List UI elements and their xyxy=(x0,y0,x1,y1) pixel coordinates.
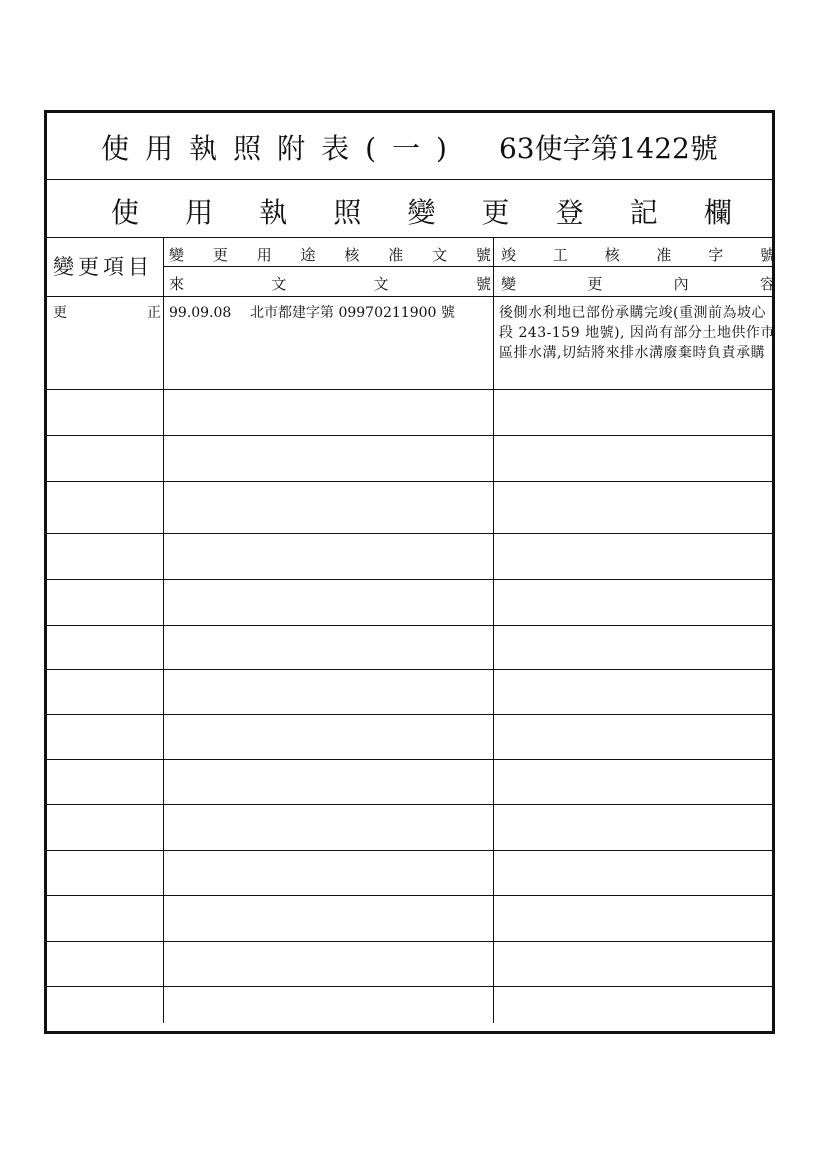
row-divider xyxy=(47,850,772,851)
license-form-frame xyxy=(44,110,775,1034)
entry-item-right: 正 xyxy=(147,305,161,321)
column-header-change-content xyxy=(501,273,775,294)
header-char: 變 xyxy=(169,246,185,264)
row-divider xyxy=(47,759,772,760)
header-mid-divider xyxy=(163,266,772,267)
header-char: 用 xyxy=(256,246,272,264)
header-char: 竣 xyxy=(501,246,517,264)
row-divider xyxy=(47,533,772,534)
header-char: 准 xyxy=(388,246,404,264)
row-divider xyxy=(47,389,772,390)
subtitle-char: 使 xyxy=(111,196,140,229)
column-header-approval-doc xyxy=(169,244,491,265)
header-char: 准 xyxy=(656,246,672,264)
license-number: 63使字第1422號 xyxy=(498,132,718,165)
column-divider-2 xyxy=(493,237,494,1023)
row-divider xyxy=(47,669,772,670)
row-divider xyxy=(47,625,772,626)
header-bottom-divider xyxy=(47,296,772,297)
column-divider-1 xyxy=(163,237,164,1023)
row-divider xyxy=(47,941,772,942)
row-divider xyxy=(47,895,772,896)
header-char: 核 xyxy=(344,246,360,264)
header-char: 號 xyxy=(759,246,775,264)
entry-doc-number: 北市都建字第 09970211900 號 xyxy=(250,305,455,321)
header-char: 文 xyxy=(432,246,448,264)
column-header-item: 變更項目 xyxy=(53,255,153,279)
entry-change-content: 後側水利地已部份承購完竣(重測前為坡心段 243-159 地號), 因尚有部分土地供作市區排水溝,切結將來排水溝廢棄時負責承購 xyxy=(499,305,775,361)
row-divider xyxy=(47,579,772,580)
subtitle-char: 更 xyxy=(481,196,510,229)
subtitle-char: 記 xyxy=(629,196,658,229)
column-header-completion xyxy=(501,244,775,265)
subtitle-char: 用 xyxy=(185,196,214,229)
header-char: 字 xyxy=(708,246,724,264)
header-char: 內 xyxy=(673,275,689,293)
subtitle-char: 執 xyxy=(259,196,288,229)
form-subtitle xyxy=(111,191,732,231)
column-header-source-doc xyxy=(169,273,491,294)
header-char: 文 xyxy=(271,275,287,293)
header-char: 變 xyxy=(501,275,517,293)
header-char: 來 xyxy=(169,275,185,293)
entry-date: 99.09.08 xyxy=(169,305,232,321)
header-char: 核 xyxy=(604,246,620,264)
subtitle-char: 照 xyxy=(333,196,362,229)
row-divider xyxy=(47,804,772,805)
form-title-text: 使用執照附表(一) xyxy=(101,132,463,165)
entry-item-left: 更 xyxy=(53,305,67,321)
subtitle-char: 欄 xyxy=(703,196,732,229)
header-char: 途 xyxy=(300,246,316,264)
header-char: 文 xyxy=(373,275,389,293)
subtitle-char: 登 xyxy=(555,196,584,229)
row-divider xyxy=(47,986,772,987)
header-char: 號 xyxy=(475,275,491,293)
subtitle-char: 變 xyxy=(407,196,436,229)
header-char: 工 xyxy=(552,246,568,264)
form-title xyxy=(47,127,772,167)
header-char: 更 xyxy=(587,275,603,293)
row-divider xyxy=(47,481,772,482)
header-char: 更 xyxy=(212,246,228,264)
title-divider xyxy=(47,179,772,180)
header-char: 容 xyxy=(759,275,775,293)
subtitle-divider xyxy=(47,237,772,238)
row-divider xyxy=(47,714,772,715)
row-divider xyxy=(47,435,772,436)
header-char: 號 xyxy=(475,246,491,264)
